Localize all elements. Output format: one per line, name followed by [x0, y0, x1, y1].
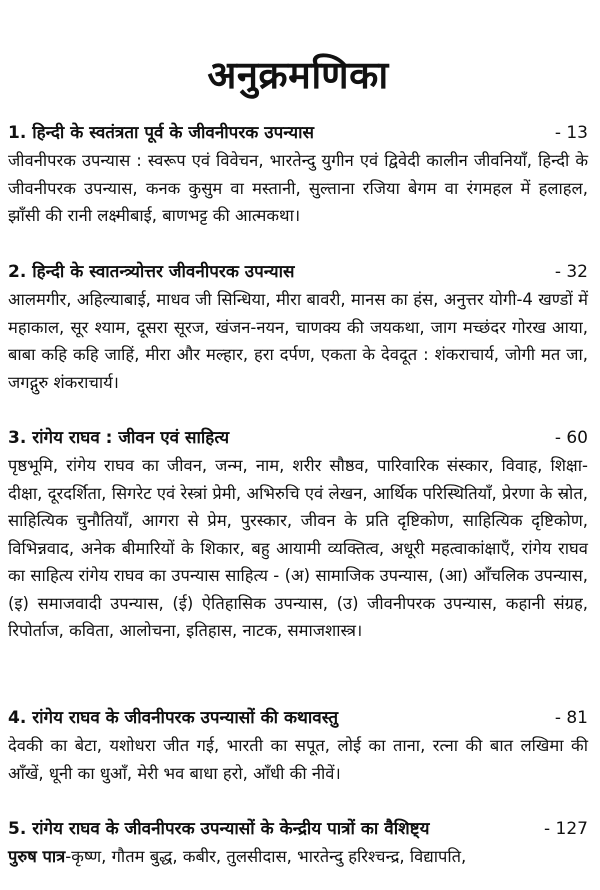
toc-entry-page-number: - 127	[544, 819, 588, 839]
toc-entry-heading-row	[8, 705, 588, 732]
toc-entry-description	[8, 843, 588, 871]
toc-entry-description-text: -कृष्ण, गौतम बुद्ध, कबीर, तुलसीदास, भारतेन्दु हरिश्चन्द्र, विद्यापति,	[65, 847, 467, 866]
toc-entry-subheading: पुरुष पात्र	[8, 847, 66, 866]
toc-entry-page-number: - 81	[554, 708, 588, 728]
toc-entry-3	[8, 425, 588, 645]
toc-entry-5	[8, 816, 588, 871]
toc-entry-4	[8, 705, 588, 787]
toc-entry-heading-row	[8, 259, 588, 286]
toc-entry-heading: 5. रांगेय राघव के जीवनीपरक उपन्यासों के केन्द्रीय पात्रों का वैशिष्ट्य	[8, 819, 430, 839]
toc-entry-heading-row	[8, 816, 588, 843]
toc-entry-description: देवकी का बेटा, यशोधरा जीत गई, भारती का सपूत, लोई का ताना, रत्ना की बात लखिमा की आँखें, धूनी का धुआँ, मेरी भव बाधा हरो, आँधी की नीवें।	[8, 736, 588, 783]
toc-entry-page-number: - 32	[554, 262, 588, 282]
toc-entry-heading: 3. रांगेय राघव : जीवन एवं साहित्य	[8, 428, 230, 448]
toc-entry-heading: 1. हिन्दी के स्वतंत्रता पूर्व के जीवनीपरक उपन्यास	[8, 123, 314, 143]
toc-entry-heading-row	[8, 120, 588, 147]
toc-entry-heading-row	[8, 425, 588, 452]
toc-entry-2	[8, 259, 588, 396]
page-title: अनुक्रमणिका	[207, 53, 389, 97]
toc-entry-1	[8, 120, 588, 230]
toc-entry-description: पृष्ठभूमि, रांगेय राघव का जीवन, जन्म, नाम, शरीर सौष्ठव, पारिवारिक संस्कार, विवाह, शिक्षा-दीक्षा, दूरदर्शिता, सिगरेट एवं रेस्त्रां प्रेमी, अभिरुचि एवं लेखन, आर्थिक परिस्थितियाँ, प्रेरणा के स्रोत, साहित्यिक चुनौतियाँ, आगरा से प्रेम, पुरस्कार, जीवन के प्रति दृष्टिकोण, साहित्यिक दृष्टिकोण, विभिन्नवाद, अनेक बीमारियों के शिकार, बहु आयामी व्यक्तित्व, अधूरी महत्वाकांक्षाएँ, रांगेय राघव का साहित्य रांगेय राघव का उपन्यास साहित्य - (अ) सामाजिक उपन्यास, (आ) आँचलिक उपन्यास, (इ) समाजवादी उपन्यास, (ई) ऐतिहासिक उपन्यास, (उ) जीवनीपरक उपन्यास, कहानी संग्रह, रिपोर्ताज, कविता, आलोचना, इतिहास, नाटक, समाजशास्त्र।	[8, 456, 588, 640]
toc-entry-description: आलमगीर, अहिल्याबाई, माधव जी सिन्धिया, मीरा बावरी, मानस का हंस, अनुत्तर योगी-4 खण्डों में महाकाल, सूर श्याम, दूसरा सूरज, खंजन-नयन, चाणक्य की जयकथा, जाग मच्छंदर गोरख आया, बाबा कहि कहि जाहिं, मीरा और मल्हार, हरा दर्पण, एकता के देवदूत : शंकराचार्य, जोगी मत जा, जगद्गुरु शंकराचार्य।	[8, 290, 588, 392]
toc-entry-heading: 4. रांगेय राघव के जीवनीपरक उपन्यासों की कथावस्तु	[8, 708, 339, 728]
toc-entry-page-number: - 13	[554, 123, 588, 143]
toc-entry-heading: 2. हिन्दी के स्वातन्त्र्योत्तर जीवनीपरक उपन्यास	[8, 262, 295, 282]
toc-entry-page-number: - 60	[554, 428, 588, 448]
toc-entry-description: जीवनीपरक उपन्यास : स्वरूप एवं विवेचन, भारतेन्दु युगीन एवं द्विवेदी कालीन जीवनियाँ, हिन्दी के जीवनीपरक उपन्यास, कनक कुसुम वा मस्तानी, सुल्ताना रजिया बेगम वा रंगमहल में हलाहल, झाँसी की रानी लक्ष्मीबाई, बाणभट्ट की आत्मकथा।	[8, 151, 588, 225]
